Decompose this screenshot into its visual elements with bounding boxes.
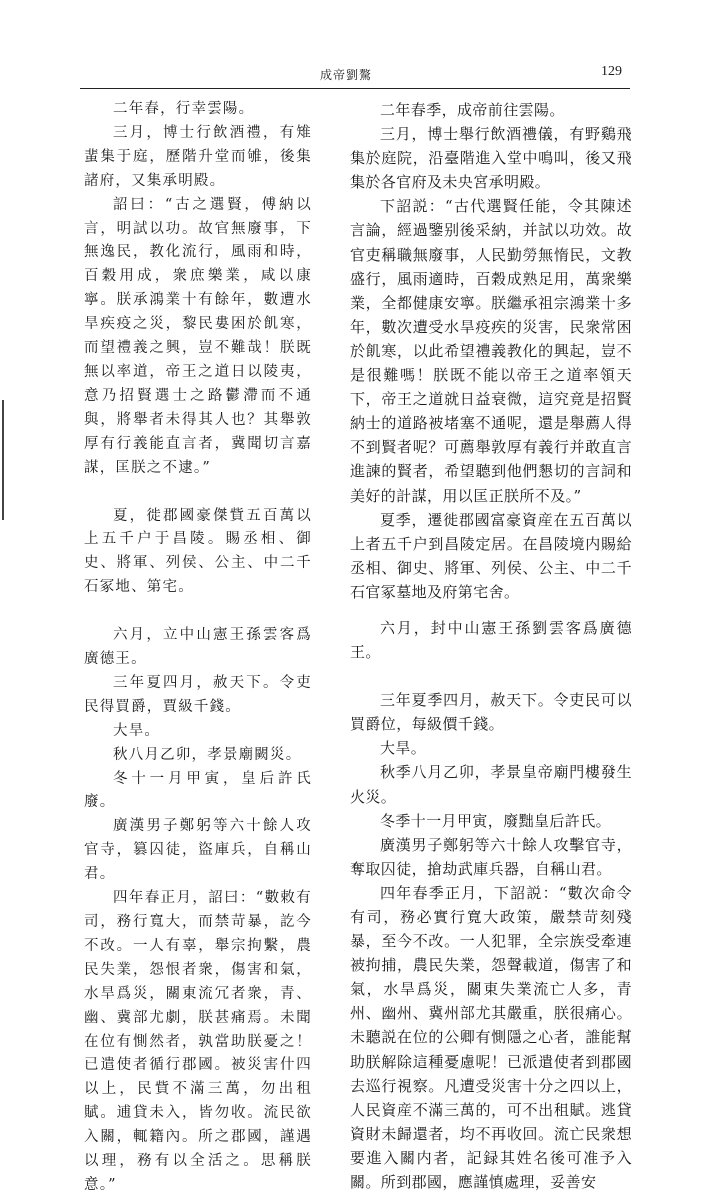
classical-paragraph: 三年夏四月，赦天下。令吏民得買爵，賈級千錢。	[84, 674, 312, 715]
classical-paragraph: 秋八月乙卯，孝景廟闕災。	[113, 746, 302, 763]
classical-paragraph: 三月，博士行飲酒禮，有雉蜚集于庭，歷階升堂而雊，後集諸府，又集承明殿。	[84, 124, 312, 189]
classical-paragraph: 四年春正月，詔曰：“數敕有司，務行寬大，而禁苛暴，訖今不改。一人有辜，舉宗拘繫，農民失業，怨恨者衆，傷害和氣，水旱爲災，關東流冗者衆，青、幽、冀部尤劇，朕甚痛焉。未聞在位有惻然者，孰當助朕憂之！已遣使者循行郡國。被災害什四以上，民貲不滿三萬，勿出租賦。逋貸未入，皆勿收。流民欲入關，輒籍內。所之郡國，謹遇以理，務有以全活之。思稱朕意。”	[84, 890, 312, 1193]
translation-paragraph: 四年春季正月，下詔説：“數次命令有司，務必實行寬大政策，嚴禁苛刻殘暴，至今不改。一人犯罪，全宗族受牽連被拘捕，農民失業，怨聲載道，傷害了和氣，水旱爲災，關東失業流亡人多，青州、幽州、冀州部尤其嚴重，朕很痛心。未聽説在位的公卿有惻隱之心者，誰能幫助朕解除這種憂慮呢！已派遣使者到郡國去巡行視察。凡遭受災害十分之四以上，人民資産不滿三萬的，可不出租賦。逃貸資財未歸還者，均不再收回。流亡民衆想要進入關内者，記録其姓名後可准予入關。所到郡國，應謹慎處理，妥善安	[350, 883, 632, 1192]
translation-paragraph: 三年夏季四月，赦天下。令吏民可以買爵位，每級價千錢。	[350, 691, 632, 734]
classical-paragraph: 大旱。	[113, 722, 161, 739]
classical-paragraph: 夏，徙郡國豪傑貲五百萬以上五千户于昌陵。賜丞相、御史、將軍、列侯、公主、中二千石冢地、第宅。	[84, 507, 312, 596]
translation-paragraph: 大旱。	[380, 739, 427, 758]
classical-text-column	[84, 98, 312, 1198]
translation-paragraph: 三月，博士舉行飲酒禮儀，有野鷄飛集於庭院，沿臺階進入堂中鳴叫，後又飛集於各官府及未央宮承明殿。	[350, 125, 632, 192]
translation-text-column	[350, 98, 632, 1194]
page-number: 129	[601, 64, 622, 79]
translation-paragraph: 秋季八月乙卯，孝景皇帝廟門樓發生火災。	[350, 763, 632, 806]
classical-paragraph: 二年春，行幸雲陽。	[113, 101, 255, 117]
translation-paragraph: 廣漢男子鄭躬等六十餘人攻擊官寺，奪取囚徒，搶劫武庫兵器，自稱山君。	[350, 835, 632, 878]
translation-paragraph: 六月，封中山憲王孫劉雲客爲廣德王。	[350, 618, 632, 662]
classical-paragraph: 詔曰：“古之選賢，傅納以言，明試以功。故官無廢事，下無逸民，教化流行，風雨和時，百穀用成，衆庶樂業，咸以康寧。朕承鴻業十有餘年，數遭水旱疾疫之災，黎民婁困於飢寒，而望禮義之興，豈不難哉！朕既無以率道，帝王之道日以陵夷，意乃招賢選士之路鬱滯而不通與，將舉者未得其人也？其舉敦厚有行義能直言者，冀聞切言嘉謀，匡朕之不逮。”	[84, 196, 312, 476]
translation-paragraph: 下詔説：“古代選賢任能，令其陳述言論，經過鑒别後采納，并試以功效。故官吏稱職無廢事，人民勤勞無惰民，文教盛行，風雨適時，百穀成熟足用，萬衆樂業，全都健康安寧。朕繼承祖宗鴻業十多年，數次遭受水旱疫疾的災害，民衆常困於飢寒，以此希望禮義教化的興起，豈不是很難嗎！朕既不能以帝王之道率領天下，帝王之道就日益衰微，這究竟是招賢納士的道路被堵塞不通呢，還是舉薦人得不到賢者呢？可薦舉敦厚有義行并敢直言進諫的賢者，希望聽到他們懇切的言詞和美好的計謀，用以匡正朕所不及。”	[350, 197, 632, 505]
translation-paragraph: 二年春季，成帝前往雲陽。	[380, 101, 565, 119]
classical-paragraph: 六月，立中山憲王孫雲客爲廣德王。	[84, 627, 312, 668]
running-title: 成帝劉驁	[320, 68, 373, 82]
binding-edge-mark	[2, 400, 4, 520]
classical-paragraph: 冬十一月甲寅，皇后許氏廢。	[84, 770, 312, 811]
translation-paragraph: 冬季十一月甲寅，廢黜皇后許氏。	[380, 811, 612, 830]
translation-paragraph: 夏季，遷徙郡國富豪資産在五百萬以上者五千户到昌陵定居。在昌陵境内賜給丞相、御史、將軍、列侯、公主、中二千石官冢墓地及府第宅舍。	[350, 510, 632, 601]
classical-paragraph: 廣漢男子鄭躬等六十餘人攻官寺，篡囚徒，盜庫兵，自稱山君。	[84, 818, 312, 883]
page-header	[80, 58, 630, 89]
